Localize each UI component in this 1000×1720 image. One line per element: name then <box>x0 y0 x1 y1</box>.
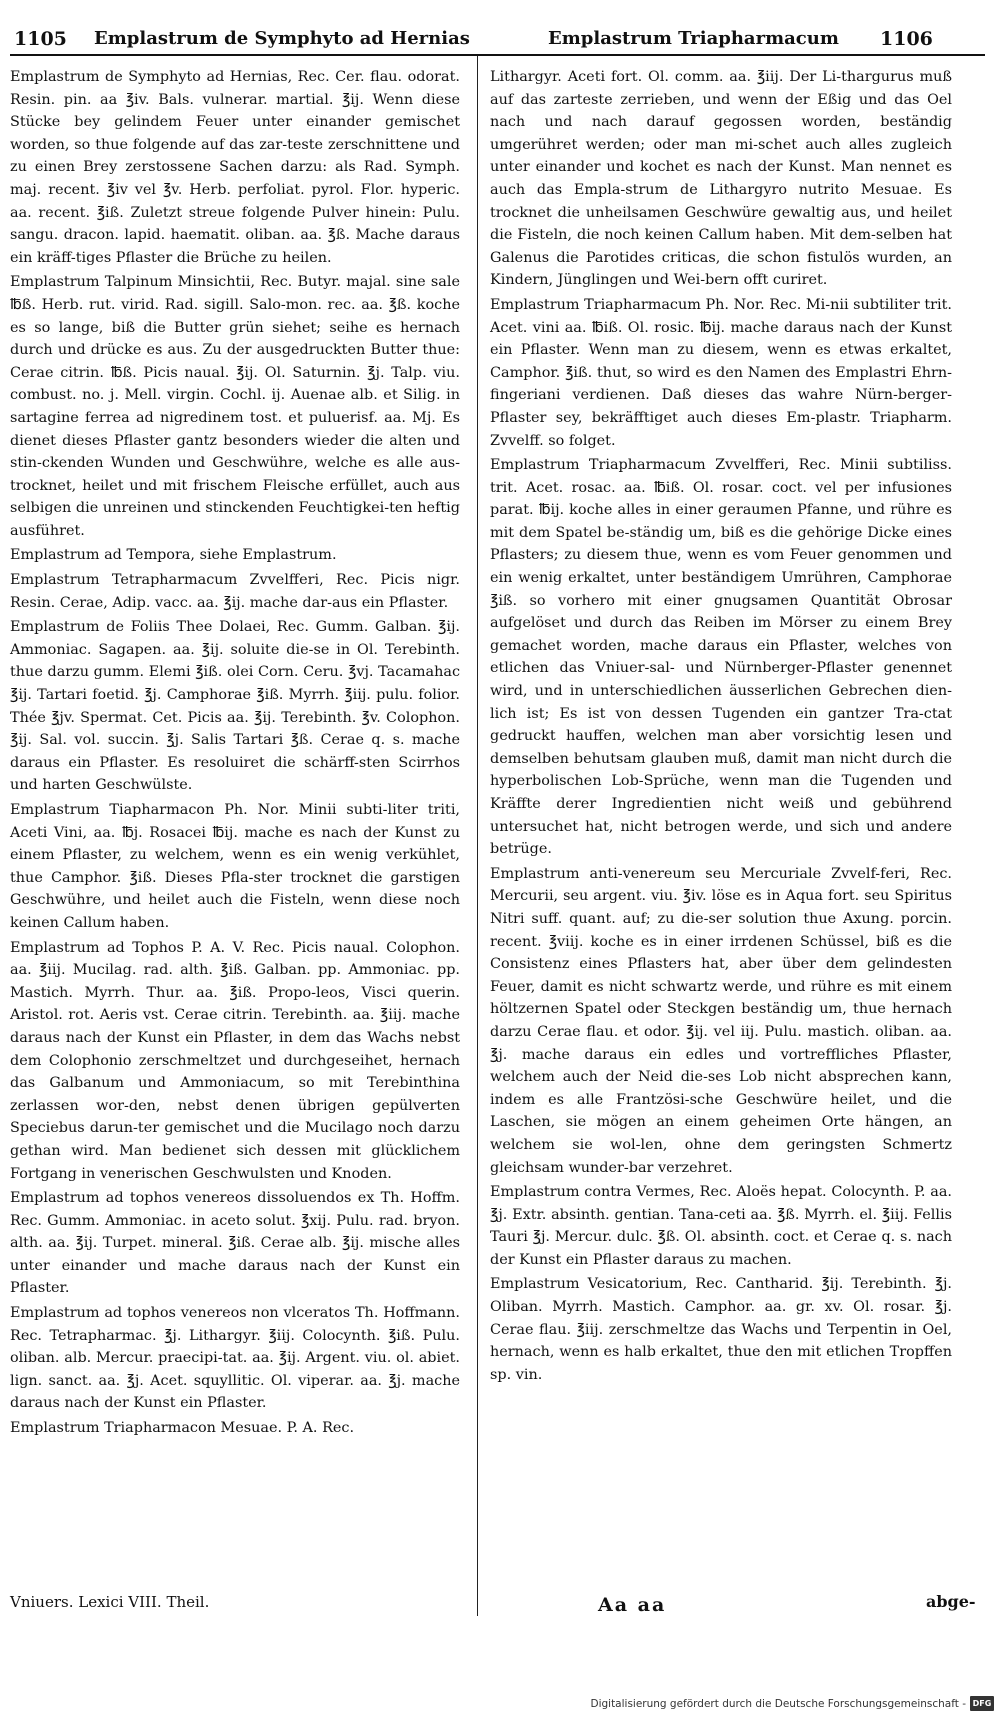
column-divider <box>477 56 478 1616</box>
entry-ad-tempora: Emplastrum ad Tempora, siehe Emplastrum. <box>10 547 337 564</box>
left-column <box>10 66 460 1440</box>
entry-talpinum: Emplastrum Talpinum Minsichtii, Rec. Butyr. majal. sine sale ℔ß. Herb. rut. virid. Rad. sigill. Salo-mon. rec. aa. ℥ß. koche es so lange, biß die Butter grün siehet; seihe es hernach durch und drücke es aus. Zu der ausgedruckten Butter thue: Cerae citrin. ℔ß. Picis naual. ℥ij. Ol. Saturnin. ℥j. Talp. viu. combust. no. j. Mell. virgin. Cochl. ij. Auenae alb. et Silig. in sartagine ferrea ad nigredinem tost. et puluerisf. aa. Mj. Es dienet dieses Pflaster gantz besonders wieder die alten und stin-ckenden Wunden und Geschwühre, welche es alle aus-trocknet, heilet und mit frischem Fleische erfüllet, auch aus selbigen die unreinen und stinckenden Feuchtigkei-ten heftig ausführet. <box>10 274 460 539</box>
header-rule <box>10 54 985 56</box>
entry-foliis-thee: Emplastrum de Foliis Thee Dolaei, Rec. Gumm. Galban. ℥ij. Ammoniac. Sagapen. aa. ℥ij. soluite die-se in Ol. Terebinth. thue darzu gumm. Elemi ℥iß. olei Corn. Ceru. ℥vj. Tacamahac ℥ij. Tartari foetid. ℥j. Camphorae ℥iß. Myrrh. ℥iij. pulu. folior. Thée ℥jv. Spermat. Cet. Picis aa. ℥ij. Terebinth. ℥v. Colophon. ℥ij. Sal. vol. succin. ℥j. Salis Tartari ℥ß. Cerae q. s. mache daraus ein Pflaster. Es resoluiret die schärff-sten Scirrhos und harten Geschwülste. <box>10 619 460 794</box>
catchword: abge- <box>926 1592 976 1611</box>
entry-anti-venereum: Emplastrum anti-venereum seu Mercuriale Zvvelf-feri, Rec. Mercurii, seu argent. viu. ℥iv. löse es in Aqua fort. seu Spiritus Nitri suff. quant. auf; zu die-ser solution thue Axung. porcin. recent. ℥viij. koche es in einer irrdenen Schüssel, biß es die Consistenz eines Pflasters hat, aber über dem gelindesten Feuer, damit es nicht schwartz werde, und rühre es mit einem höltzernen Spatel oder Steckgen beständig um, thue hernach darzu Cerae flau. et odor. ℥ij. vel iij. Pulu. mastich. oliban. aa. ℥j. mache daraus ein edles und vortreffliches Pflaster, welchem auch der Neid die-ses Lob nicht absprechen kann, indem es alle Frantzösi-sche Geschwüre heilet, und die Laschen, sie mögen an einem geheimen Orte hängen, an welchem sie wol-len, ohne dem geringsten Schmertz gleichsam wunder-bar verzehret. <box>490 865 952 1176</box>
volume-footer: Vniuers. Lexici VIII. Theil. <box>10 1593 210 1611</box>
right-running-title: Emplastrum Triapharmacum <box>548 28 839 49</box>
left-page-number: 1105 <box>14 28 67 50</box>
funding-credit: Digitalisierung gefördert durch die Deutsche Forschungsgemeinschaft - <box>590 1698 966 1710</box>
entry-triapharmacum-zvvelfferi: Emplastrum Triapharmacum Zvvelfferi, Rec. Minii subtiliss. trit. Acet. rosac. aa. ℔iß. Ol. rosar. coct. vel per infusiones parat. ℔ij. koche alles in einer geraumen Pfanne, und rühre es mit dem Spatel be-ständig um, biß es die gehörige Dicke eines Pflasters; zu diesem thue, wenn es vom Feuer genommen und ein wenig erkaltet, unter beständigem Umrühren, Camphorae ℥iß. so vorhero mit einer gnugsamen Quantität Obrosar aufgelöset und durch das Reiben im Mörser zu einem Brey gemachet worden, mache daraus ein Pflaster, welches von etlichen das Vniuer-sal- und Nürnberger-Pflaster genennet wird, und in unterschiedlichen äusserlichen Gebrechen dien-lich ist; Es ist von dessen Tugenden ein gantzer Tra-ctat gedruckt hauffen, welchen man aber vorsichtig lesen und demselben behutsam glauben muß, damit man nicht durch die hyperbolischen Lob-Sprüche, wenn man die Tugenden und Kräffte derer Ingredientien nicht weiß und gebührend untersuchet hat, nicht betrogen werde, und sich und andere betrüge. <box>490 457 952 858</box>
entry-triapharmacum-nor: Emplastrum Triapharmacum Ph. Nor. Rec. Mi-nii subtiliter trit. Acet. vini aa. ℔iß. Ol. rosic. ℔ij. mache daraus nach der Kunst ein Pflaster. Wenn man zu diesem, wenn es etwas erkaltet, Camphor. ℥iß. thut, so wird es den Namen des Emplastri Ehrn-fingeriani verdienen. Daß dieses das wahre Nürn-berger-Pflaster sey, bekräfftiget auch dieses Em-plastr. Triapharm. Zvvelff. so folget. <box>490 296 952 449</box>
entry-vesicatorium: Emplastrum Vesicatorium, Rec. Cantharid. ℥ij. Terebinth. ℥j. Oliban. Myrrh. Mastich. Camphor. aa. gr. xv. Ol. rosar. ℥j. Cerae flau. ℥iij. zerschmeltze das Wachs und Terpentin in Oel, hernach, wenn es halb erkaltet, thue den mit etlichen Tropffen sp. vin. <box>490 1276 952 1383</box>
entry-ad-tophos: Emplastrum ad Tophos P. A. V. Rec. Picis naual. Colophon. aa. ℥iij. Mucilag. rad. alth. ℥iß. Galban. pp. Ammoniac. pp. Mastich. Myrrh. Thur. aa. ℥iß. Propo-leos, Visci querin. Aristol. rot. Aeris vst. Cerae citrin. Terebinth. aa. ℥iij. mache daraus nach der Kunst ein Pflaster, in dem das Wachs nebst dem Colophonio zerschmeltzet und durchgeseihet, hernach das Galbanum und Ammoniacum, so mit Terebinthina zerlassen wor-den, nebst denen übrigen gepülverten Speciebus darun-ter gemischet und die Mucilago noch darzu gethan wird. Man bedienet sich dessen mit glücklichem Fortgang in venerischen Geschwulsten und Knoden. <box>10 939 460 1182</box>
left-running-title: Emplastrum de Symphyto ad Hernias <box>94 28 470 49</box>
digitization-footer <box>0 1690 1000 1720</box>
entry-contra-vermes: Emplastrum contra Vermes, Rec. Aloës hepat. Colocynth. P. aa. ℥j. Extr. absinth. gentian. Tana-ceti aa. ℥ß. Myrrh. el. ℥iij. Fellis Tauri ℥j. Mercur. dulc. ℥ß. Ol. absinth. coct. et Cerae q. s. nach der Kunst ein Pflaster daraus zu machen. <box>490 1184 952 1268</box>
entry-triapharmacon-mesuae: Emplastrum Triapharmacon Mesuae. P. A. Rec. <box>10 1420 355 1437</box>
entry-lithargyr: Lithargyr. Aceti fort. Ol. comm. aa. ℥iij. Der Li-thargurus muß auf das zarteste zerrieben, und wenn der Eßig und das Oel nach und nach darauf gegossen worden, beständig umgerühret werden; oder man mi-schet auch alles zugleich unter einander und kochet es nach der Kunst. Man nennet es auch das Empla-strum de Lithargyro nutrito Mesuae. Es trocknet die unheilsamen Geschwüre gewaltig aus, und heilet die Fisteln, die noch keinen Callum haben. Mit dem-selben hat Galenus die Parotides criticas, die schon fistulös wurden, an Kindern, Jünglingen und Wei-bern offt curiret. <box>490 69 952 289</box>
entry-tetrapharmacum: Emplastrum Tetrapharmacum Zvvelfferi, Rec. Picis nigr. Resin. Cerae, Adip. vacc. aa. ℥ij. mache dar-aus ein Pflaster. <box>10 572 460 611</box>
entry-tophos-non-vlceratos: Emplastrum ad tophos venereos non vlceratos Th. Hoffmann. Rec. Tetrapharmac. ℥j. Lithargyr. ℥iij. Colocynth. ℥iß. Pulu. oliban. alb. Mercur. praecipi-tat. aa. ℥ij. Argent. viu. ol. abiet. lign. sanct. aa. ℥j. Acet. squyllitic. Ol. viperar. aa. ℥j. mache daraus nach der Kunst ein Pflaster. <box>10 1305 460 1412</box>
entry-tophos-dissoluendos: Emplastrum ad tophos venereos dissoluendos ex Th. Hoffm. Rec. Gumm. Ammoniac. in aceto solut. ℥xij. Pulu. rad. bryon. alth. aa. ℥ij. Turpet. mineral. ℥iß. Cerae alb. ℥ij. mische alles unter einander und mache daraus nach der Kunst ein Pflaster. <box>10 1190 460 1297</box>
dfg-logo: DFG <box>970 1696 994 1711</box>
page-header <box>0 0 1000 62</box>
signature-mark: Aa aa <box>598 1594 667 1616</box>
entry-symphyto: Emplastrum de Symphyto ad Hernias, Rec. Cer. flau. odorat. Resin. pin. aa ℥iv. Bals. vulnerar. martial. ℥ij. Wenn diese Stücke bey gelindem Feuer unter einander gemischet worden, so thue folgende auf das zar-teste zerschnittene und zu einen Brey zerstossene Sachen darzu: als Rad. Symph. maj. recent. ℥iv vel ℥v. Herb. perfoliat. pyrol. Flor. hyperic. aa. recent. ℥iß. Zuletzt streue folgende Pulver hinein: Pulu. sangu. dracon. lapid. haematit. oliban. aa. ℥ß. Mache daraus ein kräff-tiges Pflaster die Brüche zu heilen. <box>10 69 460 266</box>
right-column <box>490 66 952 1386</box>
entry-tiapharmacon: Emplastrum Tiapharmacon Ph. Nor. Minii subti-liter triti, Aceti Vini, aa. ℔j. Rosacei ℔ij. mache es nach der Kunst zu einem Pflaster, zu welchem, wenn es ein wenig verkühlet, thue Camphor. ℥iß. Dieses Pfla-ster trocknet die garstigen Geschwühre, und heilet auch die Fisteln, wenn diese noch keinen Callum haben. <box>10 802 460 931</box>
right-page-number: 1106 <box>880 28 933 50</box>
